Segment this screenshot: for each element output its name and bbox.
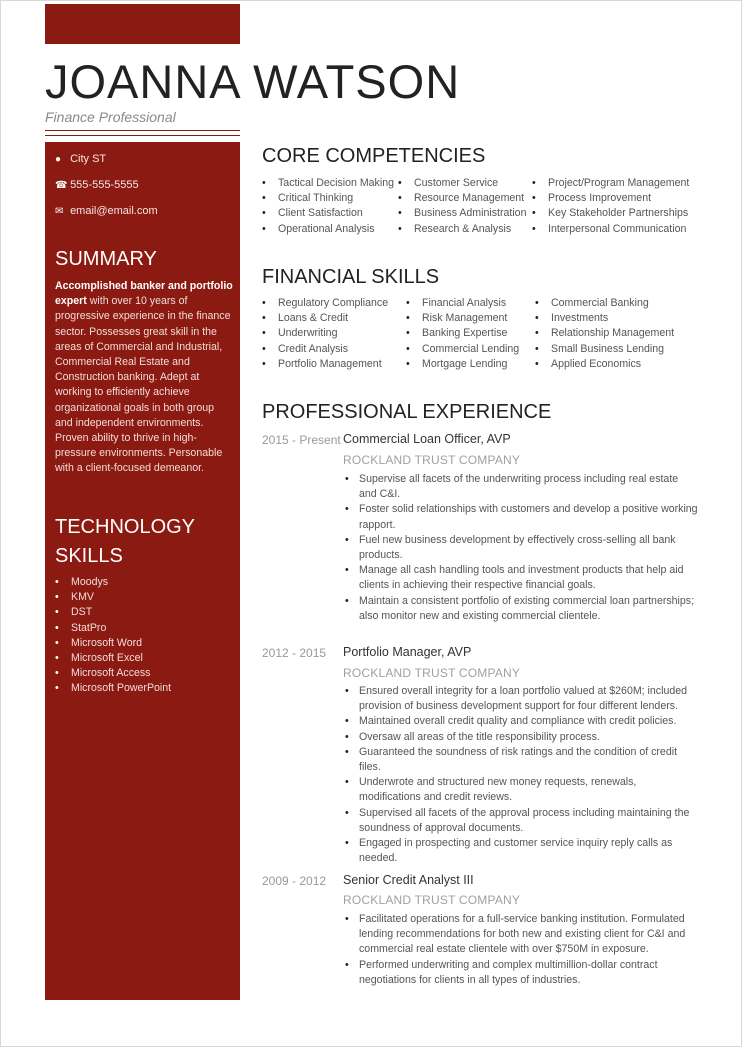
candidate-title: Finance Professional (45, 109, 176, 125)
financial-column-1 (262, 296, 388, 372)
phone-text: 555-555-5555 (70, 179, 139, 191)
list-item: • Maintained overall credit quality and compliance with credit policies. (343, 714, 698, 729)
list-item: • Client Satisfaction (262, 206, 394, 221)
contact-phone (55, 179, 139, 191)
list-item: • Oversaw all areas of the title responsibility process. (343, 730, 698, 745)
competencies-column-1 (262, 176, 394, 237)
list-item: • Loans & Credit (262, 311, 388, 326)
competencies-column-2 (398, 176, 526, 237)
job-company: ROCKLAND TRUST COMPANY (343, 453, 521, 467)
financial-skills-heading: FINANCIAL SKILLS (262, 266, 440, 288)
list-item: • Regulatory Compliance (262, 296, 388, 311)
list-item: • Engaged in prospecting and customer service inquiry reply calls as needed. (343, 836, 698, 866)
list-item: • Tactical Decision Making (262, 176, 394, 191)
contact-email (55, 205, 158, 217)
job-dates: 2012 - 2015 (262, 646, 327, 660)
list-item: • Moodys (55, 575, 171, 590)
job-bullets (343, 472, 698, 624)
list-item: • Microsoft Excel (55, 651, 171, 666)
list-item: • Customer Service (398, 176, 526, 191)
list-item: • Microsoft PowerPoint (55, 681, 171, 696)
list-item: • DST (55, 605, 171, 620)
financial-column-3 (535, 296, 674, 372)
job-bullets (343, 684, 698, 866)
financial-column-2 (406, 296, 519, 372)
list-item: • Research & Analysis (398, 222, 526, 237)
list-item: • Microsoft Access (55, 666, 171, 681)
list-item: • Process Improvement (532, 191, 689, 206)
competencies-column-3 (532, 176, 689, 237)
experience-heading: PROFESSIONAL EXPERIENCE (262, 401, 552, 423)
list-item: • Key Stakeholder Partnerships (532, 206, 689, 221)
job-bullets (343, 912, 698, 988)
list-item: • Resource Management (398, 191, 526, 206)
list-item: • Relationship Management (535, 326, 674, 341)
header-accent-bar (45, 4, 240, 44)
map-pin-icon: ● (55, 154, 62, 165)
list-item: • Investments (535, 311, 674, 326)
job-dates: 2009 - 2012 (262, 874, 327, 888)
list-item: • Foster solid relationships with customers and develop a positive working rapport. (343, 502, 698, 532)
job-title: Senior Credit Analyst III (343, 873, 474, 887)
summary-heading: SUMMARY (55, 248, 157, 270)
job-title: Portfolio Manager, AVP (343, 645, 472, 659)
job-title: Commercial Loan Officer, AVP (343, 432, 511, 446)
contact-location (55, 153, 106, 165)
core-competencies-heading: CORE COMPETENCIES (262, 145, 486, 167)
header-rule (45, 135, 240, 136)
list-item: • Commercial Banking (535, 296, 674, 311)
list-item: • Risk Management (406, 311, 519, 326)
list-item: • Guaranteed the soundness of risk ratings and the condition of credit files. (343, 745, 698, 775)
list-item: • KMV (55, 590, 171, 605)
summary-body: with over 10 years of progressive experience in the finance sector. Possesses great skill in the areas of Commercial and Industrial, Commercial Real Estate and Construction banking. Adept at working to efficiently achieve organizational goals in both group and independent environments. Proven ability to thrive in high-pressure environments. Personable with a client-focused demeanor. (55, 295, 231, 475)
list-item: • Manage all cash handling tools and investment products that help aid clients in achieving their respective financial goals. (343, 563, 698, 593)
list-item: • Portfolio Management (262, 357, 388, 372)
email-text: email@email.com (70, 205, 158, 217)
list-item: • Commercial Lending (406, 342, 519, 357)
list-item: • Small Business Lending (535, 342, 674, 357)
list-item: • Financial Analysis (406, 296, 519, 311)
list-item: • Operational Analysis (262, 222, 394, 237)
envelope-icon: ✉ (55, 206, 64, 217)
list-item: • Interpersonal Communication (532, 222, 689, 237)
list-item: • Maintain a consistent portfolio of existing commercial loan partnerships; also monitor new and existing commercial clientele. (343, 594, 698, 624)
list-item: • Critical Thinking (262, 191, 394, 206)
list-item: • Applied Economics (535, 357, 674, 372)
list-item: • Ensured overall integrity for a loan portfolio valued at $260M; included provision of business development support for four different lenders. (343, 684, 698, 714)
list-item: • Mortgage Lending (406, 357, 519, 372)
list-item: • Underwriting (262, 326, 388, 341)
list-item: • Performed underwriting and complex multimillion-dollar contract negotiations for clients in all types of industries. (343, 958, 698, 988)
list-item: • Fuel new business development by effectively cross-selling all bank products. (343, 533, 698, 563)
job-company: ROCKLAND TRUST COMPANY (343, 666, 521, 680)
list-item: • Credit Analysis (262, 342, 388, 357)
summary-text (55, 279, 233, 477)
summary-lead: Accomplished banker and portfolio expert (55, 280, 233, 308)
job-dates: 2015 - Present (262, 433, 341, 447)
list-item: • Supervise all facets of the underwriting process including real estate and C&I. (343, 472, 698, 502)
technology-heading-line1: TECHNOLOGY (55, 516, 196, 538)
list-item: • StatPro (55, 621, 171, 636)
candidate-name: JOANNA WATSON (45, 55, 461, 108)
location-text: City ST (70, 153, 107, 165)
list-item: • Project/Program Management (532, 176, 689, 191)
list-item: • Supervised all facets of the approval process including maintaining the soundness of approval documents. (343, 806, 698, 836)
job-company: ROCKLAND TRUST COMPANY (343, 893, 521, 907)
list-item: • Underwrote and structured new money requests, renewals, modifications and credit reviews. (343, 775, 698, 805)
list-item: • Banking Expertise (406, 326, 519, 341)
technology-list (55, 575, 171, 697)
header-rule (45, 130, 240, 131)
phone-icon: ☎ (55, 180, 68, 191)
list-item: • Microsoft Word (55, 636, 171, 651)
technology-heading-line2: SKILLS (55, 545, 123, 567)
list-item: • Facilitated operations for a full-service banking institution. Formulated lending recommendations for both new and existing client for C&I and commercial real estate clientele with over $750M in exposure. (343, 912, 698, 958)
sidebar (45, 142, 240, 1000)
list-item: • Business Administration (398, 206, 526, 221)
